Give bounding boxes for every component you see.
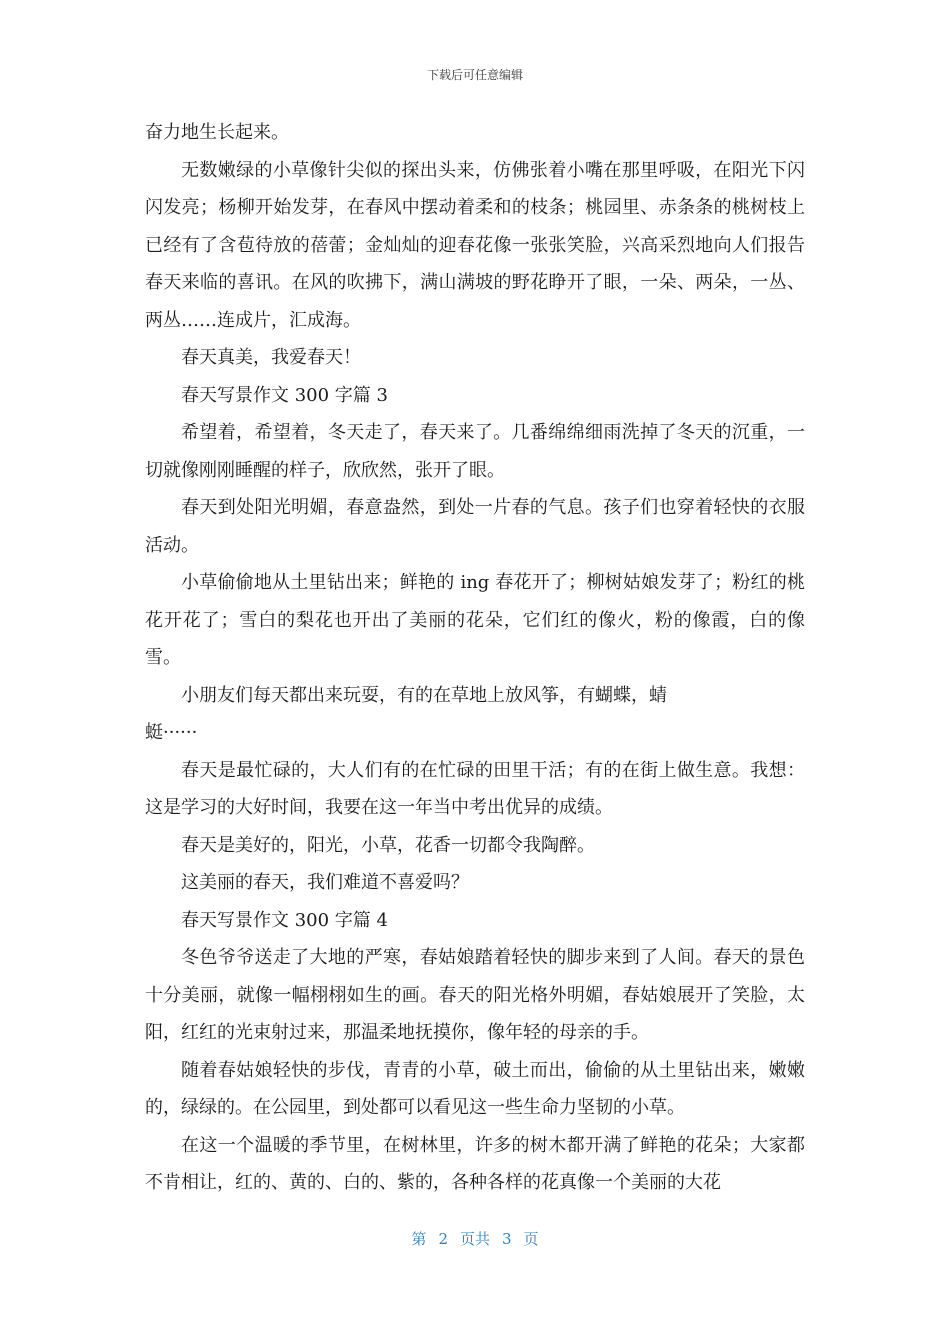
section-heading: 春天写景作文 300 字篇 4 bbox=[181, 909, 388, 931]
paragraph: 春天是最忙碌的，大人们有的在忙碌的田里干活；有的在街上做生意。我想：这是学习的大好时间，我要在这一年当中考出优异的成绩。 bbox=[145, 759, 805, 818]
section-heading: 春天写景作文 300 字篇 3 bbox=[181, 384, 388, 406]
document-body bbox=[145, 114, 805, 1202]
paragraph: 蜓······ bbox=[145, 722, 198, 743]
paragraph: 在这一个温暖的季节里，在树林里，许多的树木都开满了鲜艳的花朵；大家都不肯相让，红的、黄的、白的、紫的，各种各样的花真像一个美丽的大花 bbox=[145, 1134, 805, 1193]
paragraph: 小朋友们每天都出来玩耍，有的在草地上放风筝，有蝴蝶，蜻 bbox=[181, 684, 667, 706]
paragraph: 春天真美，我爱春天！ bbox=[181, 347, 361, 368]
footer-label-page: 第 bbox=[411, 1230, 427, 1248]
paragraph: 这美丽的春天，我们难道不喜爱吗？ bbox=[181, 872, 469, 893]
paragraph: 奋力地生长起来。 bbox=[145, 122, 289, 143]
paragraph: 小草偷偷地从土里钻出来；鲜艳的 ing 春花开了；柳树姑娘发芽了；粉红的桃花开花了；雪白的梨花也开出了美丽的花朵，它们红的像火，粉的像霞，白的像雪。 bbox=[145, 572, 805, 668]
footer-current-page: 2 bbox=[438, 1230, 448, 1248]
page-header: 下载后可任意编辑 bbox=[426, 68, 523, 82]
footer-label-mid: 页共 bbox=[459, 1230, 490, 1248]
paragraph: 冬色爷爷送走了大地的严寒，春姑娘踏着轻快的脚步来到了人间。春天的景色十分美丽，就像一幅栩栩如生的画。春天的阳光格外明媚，春姑娘展开了笑脸，太阳，红红的光束射过来，那温柔地抚摸你，像年轻的母亲的手。 bbox=[145, 947, 805, 1043]
footer-total-pages: 3 bbox=[502, 1230, 512, 1248]
footer-label-end: 页 bbox=[523, 1230, 539, 1248]
paragraph: 希望着，希望着，冬天走了，春天来了。几番绵绵细雨洗掉了冬天的沉重，一切就像刚刚睡醒的样子，欣欣然，张开了眼。 bbox=[145, 422, 805, 481]
paragraph: 随着春姑娘轻快的步伐，青青的小草，破土而出，偷偷的从土里钻出来，嫩嫩的，绿绿的。在公园里，到处都可以看见这一些生命力坚韧的小草。 bbox=[145, 1059, 805, 1118]
paragraph: 春天是美好的，阳光，小草，花香一切都令我陶醉。 bbox=[181, 834, 595, 856]
paragraph: 无数嫩绿的小草像针尖似的探出头来，仿佛张着小嘴在那里呼吸，在阳光下闪闪发亮；杨柳开始发芽，在春风中摆动着柔和的枝条；桃园里、赤条条的桃树枝上已经有了含苞待放的蓓蕾；金灿灿的迎春花像一张张笑脸，兴高采烈地向人们报告春天来临的喜讯。在风的吹拂下，满山满坡的野花睁开了眼，一朵、两朵，一丛、两丛……连成片，汇成海。 bbox=[145, 159, 805, 331]
paragraph: 春天到处阳光明媚，春意盎然，到处一片春的气息。孩子们也穿着轻快的衣服活动。 bbox=[145, 497, 805, 556]
page-footer bbox=[0, 1228, 950, 1249]
